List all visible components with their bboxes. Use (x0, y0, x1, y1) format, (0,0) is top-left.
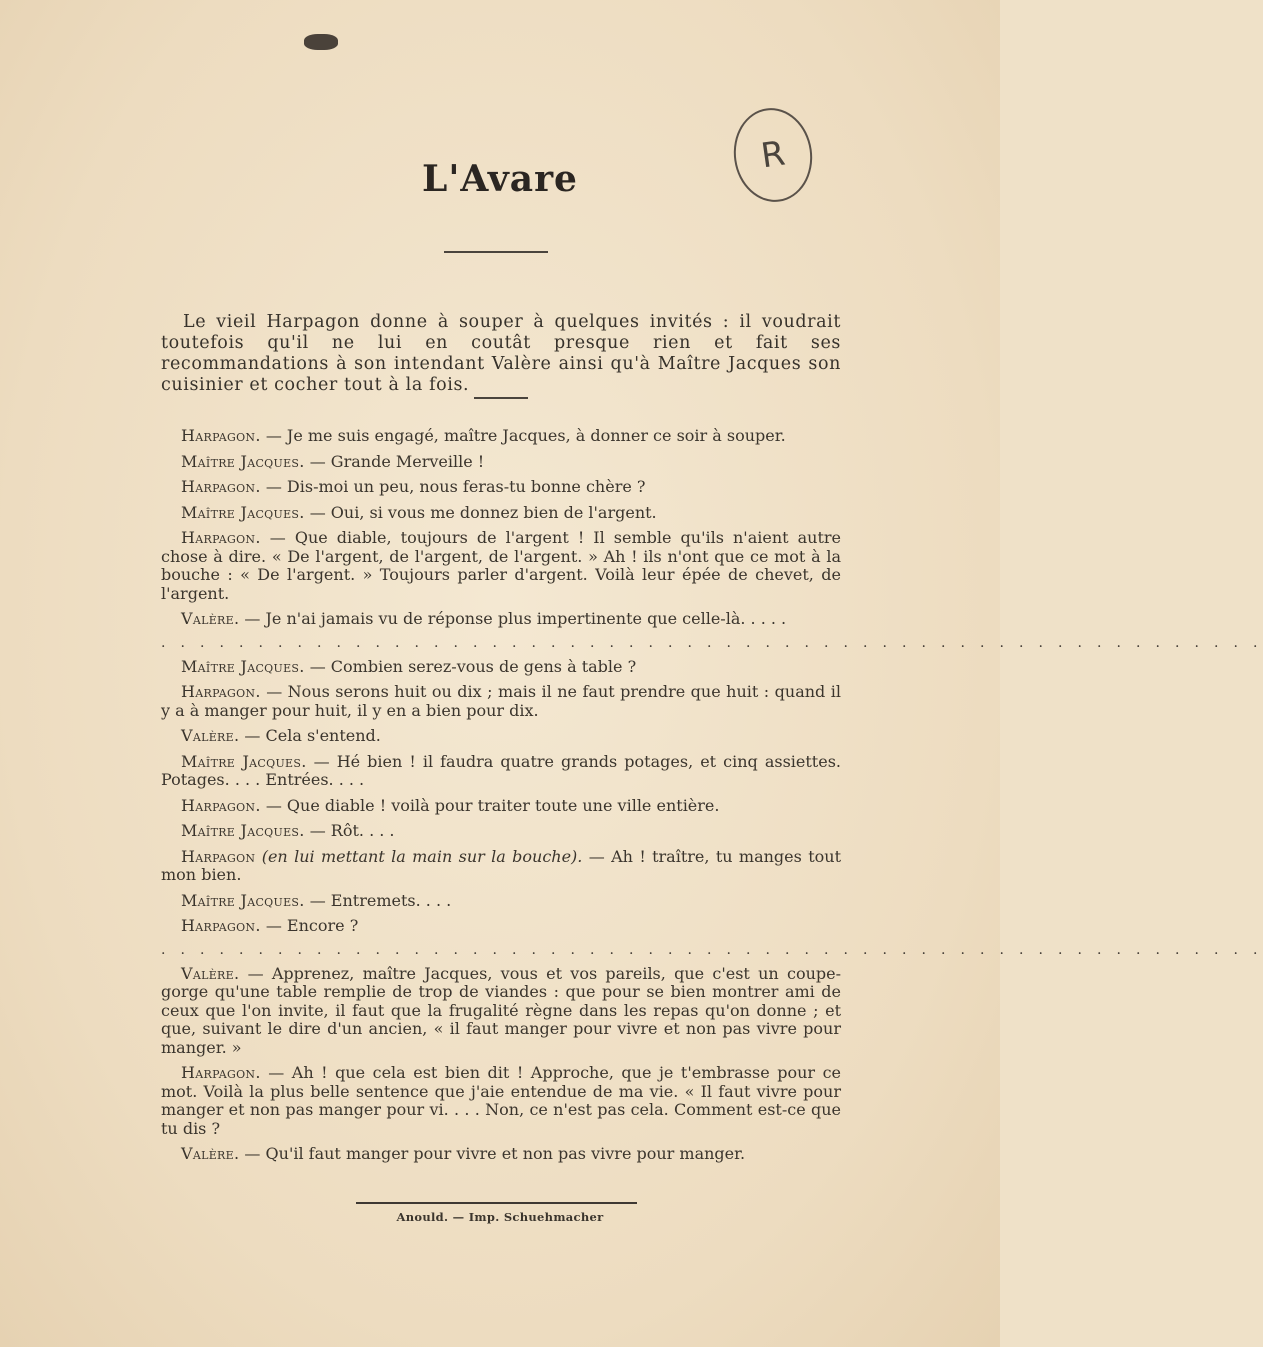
dialogue-line (161, 727, 841, 746)
speech: — Que diable, toujours de l'argent ! Il semble qu'ils n'aient autre chose à dire. « De l'argent, de l'argent, de l'argent. » Ah ! ils n'ont que ce mot à la bouche : « De l'argent. » Toujours parler d'argent. Voilà leur épée de chevet, de l'argent. (161, 528, 841, 603)
page-title: L'Avare (422, 158, 578, 200)
speaker: Valère. (181, 1144, 240, 1163)
dialogue-line (161, 1064, 841, 1138)
dialogue-line (161, 658, 841, 677)
speaker: Maître Jacques. (181, 821, 305, 840)
intro-rule (474, 397, 528, 399)
dialogue-line (161, 753, 841, 790)
dialogue-line (161, 427, 841, 446)
speaker: Maître Jacques. (181, 502, 305, 522)
speech: — Cela s'entend. (239, 726, 381, 745)
dialogue-line (161, 892, 841, 911)
speaker: Harpagon. (181, 916, 261, 935)
speech: — Apprenez, maître Jacques, vous et vos pareils, que c'est un coupe-gorge qu'une table remplie de trop de viandes : que pour se bien montrer ami de ceux que l'on invite, il faut que la frugalité règne dans les repas qu'on donne ; et que, suivant le dire d'un ancien, « il faut manger pour vivre et non pas vivre pour manger. » (161, 963, 841, 1057)
speaker: Valère. (181, 726, 240, 745)
speaker: Valère. (181, 609, 240, 628)
speaker: Harpagon. (181, 528, 261, 547)
speech: — Hé bien ! il faudra quatre grands potages, et cinq assiettes. Potages. . . . Entrées. . . . (161, 751, 842, 789)
ellipsis-divider: . . . . . . . . . . . . . . . . . . . . . . . . . . . . . . . . . . . . . . . . . . . . . . . . . . . . . . . . . (161, 634, 1263, 651)
speech: — Rôt. . . . (304, 821, 395, 840)
stamp-letter: R (758, 133, 788, 177)
footer-rule (356, 1202, 637, 1204)
dialogue-section (161, 426, 1263, 1171)
speaker: Maître Jacques. (181, 890, 305, 910)
speech: — Encore ? (260, 916, 359, 935)
speaker: Valère. (181, 963, 240, 983)
speech: — Je n'ai jamais vu de réponse plus impertinente que celle-là. . . . . (239, 609, 787, 628)
speaker: Harpagon (181, 846, 256, 866)
printer-imprint: Anould. — Imp. Schuehmacher (396, 1210, 604, 1224)
speech: — Entremets. . . . (304, 890, 452, 910)
dialogue-line (161, 917, 841, 936)
speech: — Dis-moi un peu, nous feras-tu bonne chère ? (260, 477, 646, 496)
speech: — Ah ! que cela est bien dit ! Approche, que je t'embrasse pour ce mot. Voilà la plus belle sentence que j'aie entendue de ma vie. « Il faut vivre pour manger et non pas manger pour vi. . . . Non, ce n'est pas cela. Comment est-ce que tu dis ? (161, 1063, 841, 1138)
speaker: Maître Jacques. (181, 656, 305, 676)
speech: — Je me suis engagé, maître Jacques, à donner ce soir à souper. (260, 426, 786, 445)
speech: — Oui, si vous me donnez bien de l'argent. (304, 502, 657, 522)
dialogue-line (161, 848, 841, 885)
dialogue-line (161, 965, 841, 1058)
dialogue-line (161, 504, 841, 523)
dialogue-line (161, 683, 841, 720)
dialogue-line (161, 1145, 841, 1164)
speaker: Harpagon. (181, 426, 261, 445)
speaker: Maître Jacques. (181, 451, 305, 471)
speech: — Combien serez-vous de gens à table ? (304, 656, 637, 676)
dialogue-line (161, 822, 841, 841)
ink-blot (304, 34, 338, 50)
speaker: Harpagon. (181, 795, 261, 815)
dialogue-line (161, 453, 841, 472)
title-rule (444, 251, 548, 253)
ellipsis-divider: . . . . . . . . . . . . . . . . . . . . . . . . . . . . . . . . . . . . . . . . . . . . . . . . . . . . . . . . . (161, 941, 1263, 958)
speaker: Harpagon. (181, 682, 261, 701)
stage-direction: (en lui mettant la main sur la bouche). (255, 846, 583, 866)
dialogue-line (161, 797, 841, 816)
dialogue-line (161, 529, 841, 603)
speech: — Ah ! traître, tu manges tout mon bien. (161, 846, 841, 884)
dialogue-line (161, 478, 841, 497)
dialogue-line (161, 610, 841, 629)
speaker: Harpagon. (181, 477, 261, 496)
speech: — Que diable ! voilà pour traiter toute une ville entière. (260, 795, 720, 815)
speech: — Nous serons huit ou dix ; mais il ne faut prendre que huit : quand il y a à manger pour huit, il y en a bien pour dix. (161, 682, 841, 720)
speaker: Maître Jacques. (181, 751, 307, 771)
speech: — Qu'il faut manger pour vivre et non pas vivre pour manger. (239, 1144, 746, 1163)
speaker: Harpagon. (181, 1063, 261, 1082)
intro-paragraph: Le vieil Harpagon donne à souper à quelques invités : il voudrait toutefois qu'il ne lui en coutât presque rien et fait ses recommandations à son intendant Valère ainsi qu'à Maître Jacques son cuisinier et cocher tout à la fois. (161, 312, 841, 395)
speech: — Grande Merveille ! (304, 451, 485, 471)
